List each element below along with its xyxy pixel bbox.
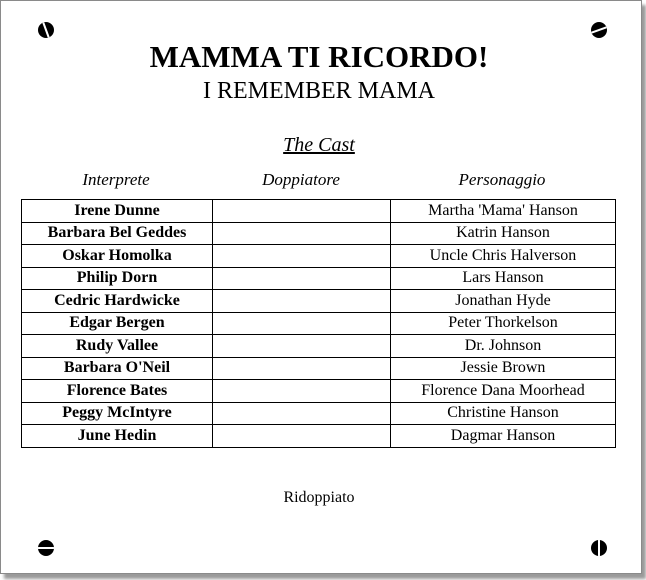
character-cell: Jessie Brown [391, 357, 616, 380]
actor-cell: Barbara O'Neil [22, 357, 213, 380]
cast-table [21, 199, 616, 448]
character-cell: Lars Hanson [391, 267, 616, 290]
character-cell: Dr. Johnson [391, 335, 616, 358]
voice-actor-cell [213, 222, 391, 245]
column-header-doppiatore: Doppiatore [262, 170, 340, 189]
actor-cell: Edgar Bergen [22, 312, 213, 335]
actor-cell: Irene Dunne [22, 200, 213, 223]
voice-actor-cell [213, 290, 391, 313]
character-cell: Peter Thorkelson [391, 312, 616, 335]
character-cell: Christine Hanson [391, 402, 616, 425]
actor-cell: Rudy Vallee [22, 335, 213, 358]
voice-actor-cell [213, 380, 391, 403]
table-row [22, 290, 616, 313]
column-header-interprete: Interprete [82, 170, 150, 189]
screw-bottom-right-icon [591, 540, 607, 556]
character-cell: Florence Dana Moorhead [391, 380, 616, 403]
table-row [22, 312, 616, 335]
table-row [22, 200, 616, 223]
voice-actor-cell [213, 357, 391, 380]
film-title: MAMMA TI RICORDO! [149, 39, 489, 74]
dubbing-note: Ridoppiato [283, 489, 355, 506]
table-row [22, 267, 616, 290]
character-cell: Jonathan Hyde [391, 290, 616, 313]
character-cell: Martha 'Mama' Hanson [391, 200, 616, 223]
actor-cell: Florence Bates [22, 380, 213, 403]
screw-top-left-icon [38, 22, 54, 38]
table-row [22, 425, 616, 448]
actor-cell: Oskar Homolka [22, 245, 213, 268]
voice-actor-cell [213, 267, 391, 290]
character-cell: Katrin Hanson [391, 222, 616, 245]
column-header-personaggio: Personaggio [458, 170, 546, 189]
table-row [22, 402, 616, 425]
table-row [22, 380, 616, 403]
character-cell: Dagmar Hanson [391, 425, 616, 448]
screw-top-right-icon [591, 22, 607, 38]
voice-actor-cell [213, 312, 391, 335]
character-cell: Uncle Chris Halverson [391, 245, 616, 268]
cast-heading: The Cast [283, 134, 355, 156]
screw-bottom-left-icon [38, 540, 54, 556]
voice-actor-cell [213, 200, 391, 223]
actor-cell: Peggy McIntyre [22, 402, 213, 425]
table-row [22, 335, 616, 358]
actor-cell: June Hedin [22, 425, 213, 448]
voice-actor-cell [213, 335, 391, 358]
voice-actor-cell [213, 425, 391, 448]
table-row [22, 357, 616, 380]
voice-actor-cell [213, 245, 391, 268]
actor-cell: Barbara Bel Geddes [22, 222, 213, 245]
voice-actor-cell [213, 402, 391, 425]
table-row [22, 245, 616, 268]
actor-cell: Philip Dorn [22, 267, 213, 290]
film-original-title: I REMEMBER MAMA [202, 78, 436, 104]
actor-cell: Cedric Hardwicke [22, 290, 213, 313]
table-row [22, 222, 616, 245]
